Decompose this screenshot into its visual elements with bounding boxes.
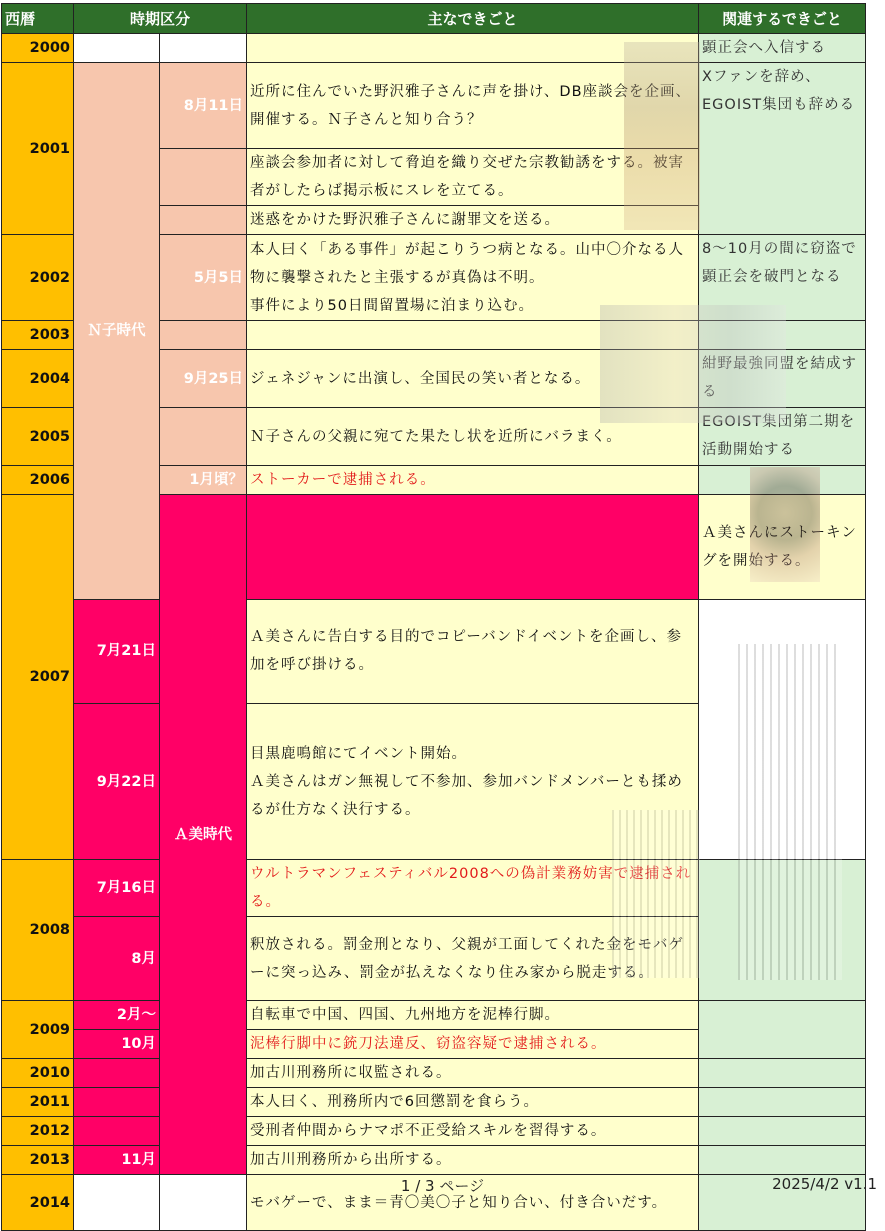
era-a-cell: Ａ美時代	[160, 495, 247, 1175]
date-cell: 10月	[74, 1030, 160, 1059]
date-cell	[160, 206, 247, 235]
header-related-events: 関連するできごと	[699, 4, 866, 34]
era-n-cell: Ｎ子時代	[74, 63, 160, 600]
header-main-events: 主なできごと	[247, 4, 699, 34]
event-cell: 近所に住んでいた野沢雅子さんに声を掛け、DB座談会を企画、開催する。Ｎ子さんと知り合う？	[247, 63, 699, 149]
table-row	[2, 599, 866, 704]
event-cell: Ａ美さんに告白する目的でコピーバンドイベントを企画し、参加を呼び掛ける。	[247, 599, 699, 704]
year-cell: 2014	[2, 1175, 74, 1231]
year-cell: 2013	[2, 1146, 74, 1175]
event-cell	[247, 34, 699, 63]
related-cell	[699, 1001, 866, 1059]
date-cell	[74, 1117, 160, 1146]
year-cell: 2007	[2, 495, 74, 860]
related-cell	[699, 1088, 866, 1117]
date-cell	[160, 34, 247, 63]
event-cell: 迷惑をかけた野沢雅子さんに謝罪文を送る。	[247, 206, 699, 235]
related-cell: 顕正会へ入信する	[699, 34, 866, 63]
year-cell: 2011	[2, 1088, 74, 1117]
event-cell: ジェネジャンに出演し、全国民の笑い者となる。	[247, 350, 699, 408]
related-cell	[699, 466, 866, 495]
table-row	[2, 63, 866, 149]
date-cell: 1月頃？	[160, 466, 247, 495]
event-text: 事件により50日間留置場に泊まり込む。	[250, 297, 534, 314]
table-row	[2, 1059, 866, 1088]
related-cell: EGOIST集団第二期を活動開始する	[699, 408, 866, 466]
version-date: 2025/4/2 v1.1	[772, 1175, 877, 1193]
date-cell: 5月5日	[160, 235, 247, 321]
year-cell: 2003	[2, 321, 74, 350]
event-cell: 加古川刑務所に収監される。	[247, 1059, 699, 1088]
table-row	[2, 860, 866, 917]
event-cell: Ａ美さんにストーキングを開始する。	[699, 495, 866, 600]
event-cell: 自転車で中国、四国、九州地方を泥棒行脚。	[247, 1001, 699, 1030]
year-cell: 2009	[2, 1001, 74, 1059]
related-cell	[699, 1059, 866, 1088]
date-cell	[74, 1088, 160, 1117]
event-cell: ウルトラマンフェスティバル2008への偽計業務妨害で逮捕される。	[247, 860, 699, 917]
related-cell	[699, 321, 866, 350]
date-cell	[74, 1059, 160, 1088]
era-cell	[74, 34, 160, 63]
event-cell: 泥棒行脚中に銃刀法違反、窃盗容疑で逮捕される。	[247, 1030, 699, 1059]
table-row	[2, 704, 866, 860]
header-year: 西暦	[2, 4, 74, 34]
date-cell: 8月11日	[160, 63, 247, 149]
page-number: 1 / 3 ページ	[400, 1177, 485, 1195]
event-cell: 座談会参加者に対して脅迫を織り交ぜた宗教勧誘をする。被害者がしたらば掲示板にスレを立てる。	[247, 149, 699, 206]
date-cell	[160, 321, 247, 350]
date-cell	[247, 495, 699, 600]
date-cell	[160, 408, 247, 466]
related-cell: 紺野最強同盟を結成する	[699, 350, 866, 408]
event-text: 本人曰く「ある事件」が起こりうつ病となる。山中〇介なる人物に襲撃されたと主張するが真偽は不明。	[250, 241, 685, 286]
year-cell: 2000	[2, 34, 74, 63]
event-cell: ストーカーで逮捕される。	[247, 466, 699, 495]
table-row	[2, 1117, 866, 1146]
date-cell: 7月16日	[74, 860, 160, 917]
year-cell: 2010	[2, 1059, 74, 1088]
date-cell: 11月	[74, 1146, 160, 1175]
year-cell: 2005	[2, 408, 74, 466]
event-cell: 加古川刑務所から出所する。	[247, 1146, 699, 1175]
table-row	[2, 1146, 866, 1175]
header-period: 時期区分	[74, 4, 247, 34]
chronology-table	[1, 3, 866, 1231]
date-cell: 2月～	[74, 1001, 160, 1030]
table-row	[2, 34, 866, 63]
table-row	[2, 1001, 866, 1030]
event-cell: モバゲーで、まま＝青〇美〇子と知り合い、付き合いだす。	[247, 1175, 699, 1231]
year-cell: 2001	[2, 63, 74, 235]
event-cell: 受刑者仲間からナマポ不正受給スキルを習得する。	[247, 1117, 699, 1146]
related-cell: 8～10月の間に窃盗で顕正会を破門となる	[699, 235, 866, 321]
event-cell: Ｎ子さんの父親に宛てた果たし状を近所にバラまく。	[247, 408, 699, 466]
date-cell: 8月	[74, 917, 160, 1001]
date-cell: 7月21日	[74, 599, 160, 704]
related-cell	[699, 1146, 866, 1175]
related-cell: Xファンを辞め、EGOIST集団も辞める	[699, 63, 866, 235]
year-cell: 2012	[2, 1117, 74, 1146]
event-cell: 釈放される。罰金刑となり、父親が工面してくれた金をモバゲーに突っ込み、罰金が払えなくなり住み家から脱走する。	[247, 917, 699, 1001]
year-cell: 2008	[2, 860, 74, 1001]
event-cell: 本人曰く、刑務所内で6回懲罰を食らう。	[247, 1088, 699, 1117]
header-row	[2, 4, 866, 34]
year-cell: 2006	[2, 466, 74, 495]
event-text: 目黒鹿鳴館にてイベント開始。	[250, 745, 468, 762]
event-cell	[247, 321, 699, 350]
related-cell	[699, 1117, 866, 1146]
date-cell: 9月25日	[160, 350, 247, 408]
year-cell: 2002	[2, 235, 74, 321]
table-row	[2, 1088, 866, 1117]
date-cell	[160, 149, 247, 206]
event-cell	[247, 235, 699, 321]
related-cell	[699, 860, 866, 1001]
year-cell: 2004	[2, 350, 74, 408]
date-cell: 9月22日	[74, 704, 160, 860]
event-text: Ａ美さんはガン無視して不参加、参加バンドメンバーとも揉めるが仕方なく決行する。	[250, 773, 683, 818]
event-cell	[247, 704, 699, 860]
